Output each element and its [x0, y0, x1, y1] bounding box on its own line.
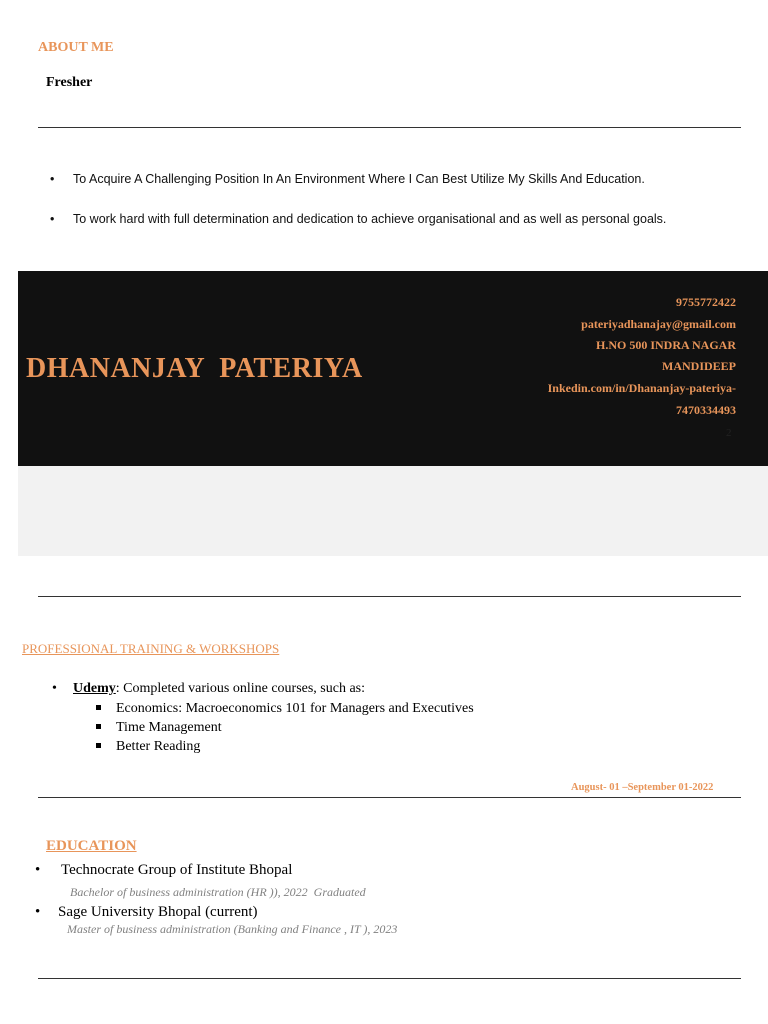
about-text: Fresher: [46, 75, 93, 90]
contact-linkedin: Inkedin.com/in/Dhananjay-pateriya-: [547, 381, 736, 395]
education-item: [35, 904, 258, 921]
education-degree: Master of business administration (Banking and Finance , IT ), 2023: [67, 922, 398, 936]
training-provider: Udemy: [73, 681, 116, 696]
square-bullet-icon: [96, 724, 101, 729]
objective-item: [50, 172, 645, 186]
contact-address-line1: H.NO 500 INDRA NAGAR: [595, 338, 736, 352]
divider: [38, 127, 741, 128]
objective-item: [50, 212, 666, 226]
course-item: [96, 701, 474, 717]
bullet-icon: •: [35, 862, 41, 878]
course-name: Time Management: [116, 720, 222, 735]
training-dates: August- 01 –September 01-2022: [571, 782, 714, 793]
page-number: 2: [726, 427, 732, 439]
course-item: [96, 739, 200, 755]
contact-email: pateriyadhanajay@gmail.com: [581, 317, 736, 331]
divider: [38, 978, 741, 979]
training-summary: [52, 681, 365, 697]
training-heading: PROFESSIONAL TRAINING & WORKSHOPS: [22, 641, 280, 656]
contact-linkedin-id: 7470334493: [676, 403, 736, 417]
bullet-icon: •: [50, 212, 55, 226]
contact-phone: 9755772422: [676, 295, 736, 309]
bullet-icon: •: [35, 904, 41, 920]
course-item: [96, 720, 222, 736]
objective-text: To work hard with full determination and dedication to achieve organisational and as well as personal goals.: [73, 212, 667, 226]
education-degree: Bachelor of business administration (HR )), 2022 Graduated: [70, 885, 366, 899]
bullet-icon: •: [50, 172, 55, 186]
course-name: Better Reading: [116, 739, 201, 754]
square-bullet-icon: [96, 705, 101, 710]
course-name: Economics: Macroeconomics 101 for Managers and Executives: [116, 701, 474, 716]
education-institution: Sage University Bhopal (current): [58, 904, 258, 920]
about-heading: ABOUT ME: [38, 40, 114, 55]
bullet-icon: •: [52, 681, 57, 696]
square-bullet-icon: [96, 743, 101, 748]
education-item: [35, 862, 292, 879]
divider: [38, 596, 741, 597]
grey-band: [18, 466, 768, 556]
education-institution: Technocrate Group of Institute Bhopal: [61, 862, 293, 878]
divider: [38, 797, 741, 798]
objective-text: To Acquire A Challenging Position In An Environment Where I Can Best Utilize My Skills And Education.: [73, 172, 645, 186]
contact-address-line2: MANDIDEEP: [662, 359, 736, 373]
training-intro: : Completed various online courses, such as:: [115, 681, 366, 696]
candidate-name: DHANANJAY PATERIYA: [26, 353, 363, 384]
education-heading: EDUCATION: [46, 838, 137, 854]
